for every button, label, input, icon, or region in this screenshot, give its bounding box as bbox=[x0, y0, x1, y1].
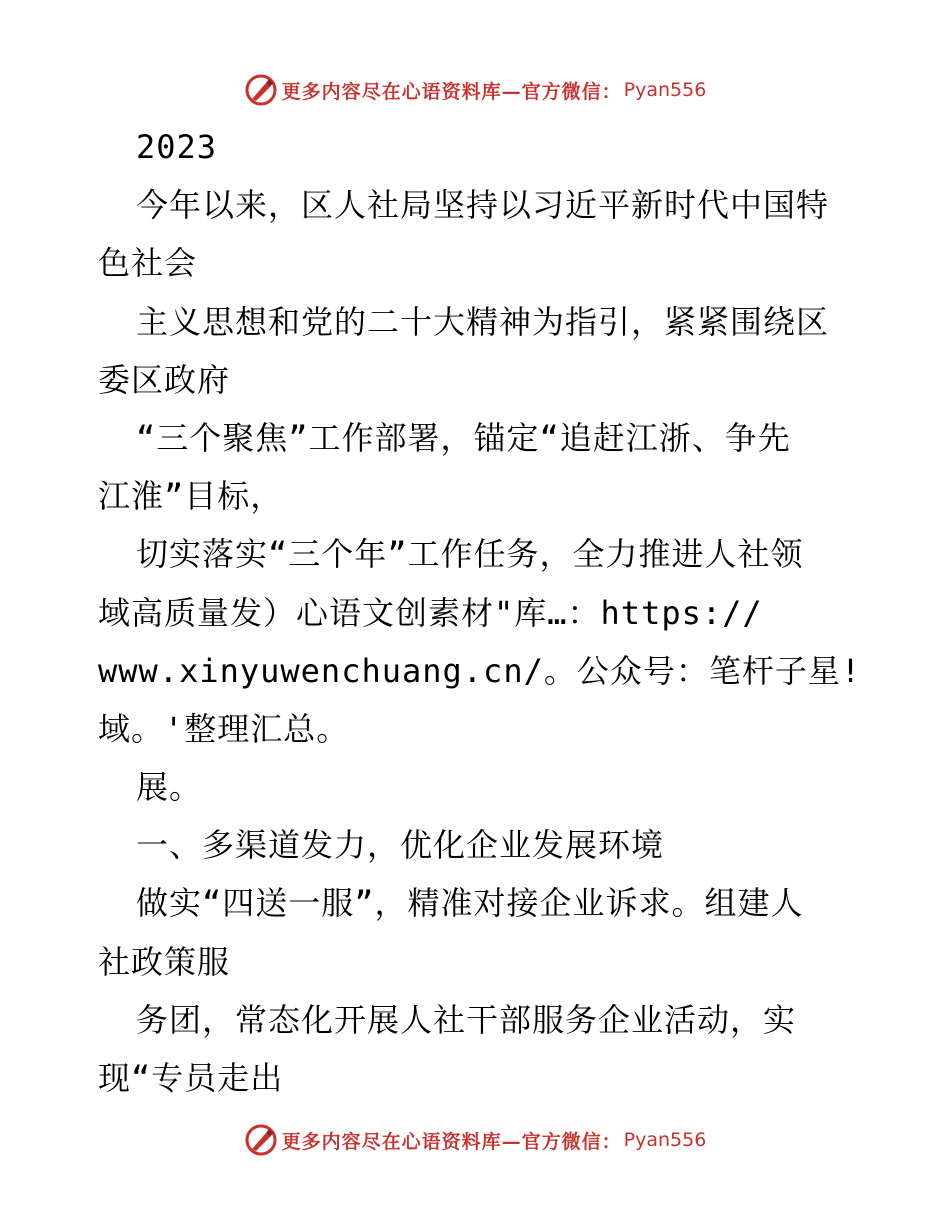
text-line: 今年以来，区人社局坚持以习近平新时代中国特 bbox=[136, 186, 830, 225]
text-line: 做实“四送一服”，精准对接企业诉求。组建人 bbox=[136, 884, 804, 923]
text-line: 色社会 bbox=[98, 244, 198, 283]
section-heading: 一、多渠道发力，优化企业发展环境 bbox=[136, 826, 665, 865]
pen-logo-icon bbox=[244, 1123, 278, 1157]
banner-text: 更多内容尽在心语资料库—官方微信： bbox=[281, 80, 622, 103]
text-line: 域。'整理汇总。 bbox=[98, 709, 350, 748]
banner-wechat-id: Pyan556 bbox=[623, 79, 707, 101]
text-line: 2023 bbox=[136, 128, 218, 166]
text-line: www.xinyuwenchuang.cn/。公众号：笔杆子星! bbox=[98, 651, 862, 690]
header-banner bbox=[0, 72, 950, 108]
text-line: 切实落实“三个年”工作任务，全力推进人社领 bbox=[136, 535, 804, 574]
text-line: 现“专员走出 bbox=[98, 1059, 284, 1097]
text-line: 江淮”目标， bbox=[98, 477, 284, 516]
text-line: 展。 bbox=[136, 768, 203, 807]
footer-banner bbox=[0, 1122, 950, 1158]
banner-wechat-id: Pyan556 bbox=[623, 1129, 707, 1151]
text-line: 社政策服 bbox=[98, 942, 231, 981]
document-body bbox=[98, 118, 862, 1107]
banner-text: 更多内容尽在心语资料库—官方微信： bbox=[281, 1130, 622, 1153]
text-line: 主义思想和党的二十大精神为指引，紧紧围绕区 bbox=[136, 302, 830, 341]
text-line: 务团，常态化开展人社干部服务企业活动，实 bbox=[136, 1000, 797, 1039]
text-line: 域高质量发）心语文创素材"库…：https:// bbox=[98, 593, 763, 632]
pen-logo-icon bbox=[244, 73, 278, 107]
text-line: “三个聚焦”工作部署，锚定“追赶江浙、争先 bbox=[136, 418, 791, 457]
text-line: 委区政府 bbox=[98, 360, 231, 399]
